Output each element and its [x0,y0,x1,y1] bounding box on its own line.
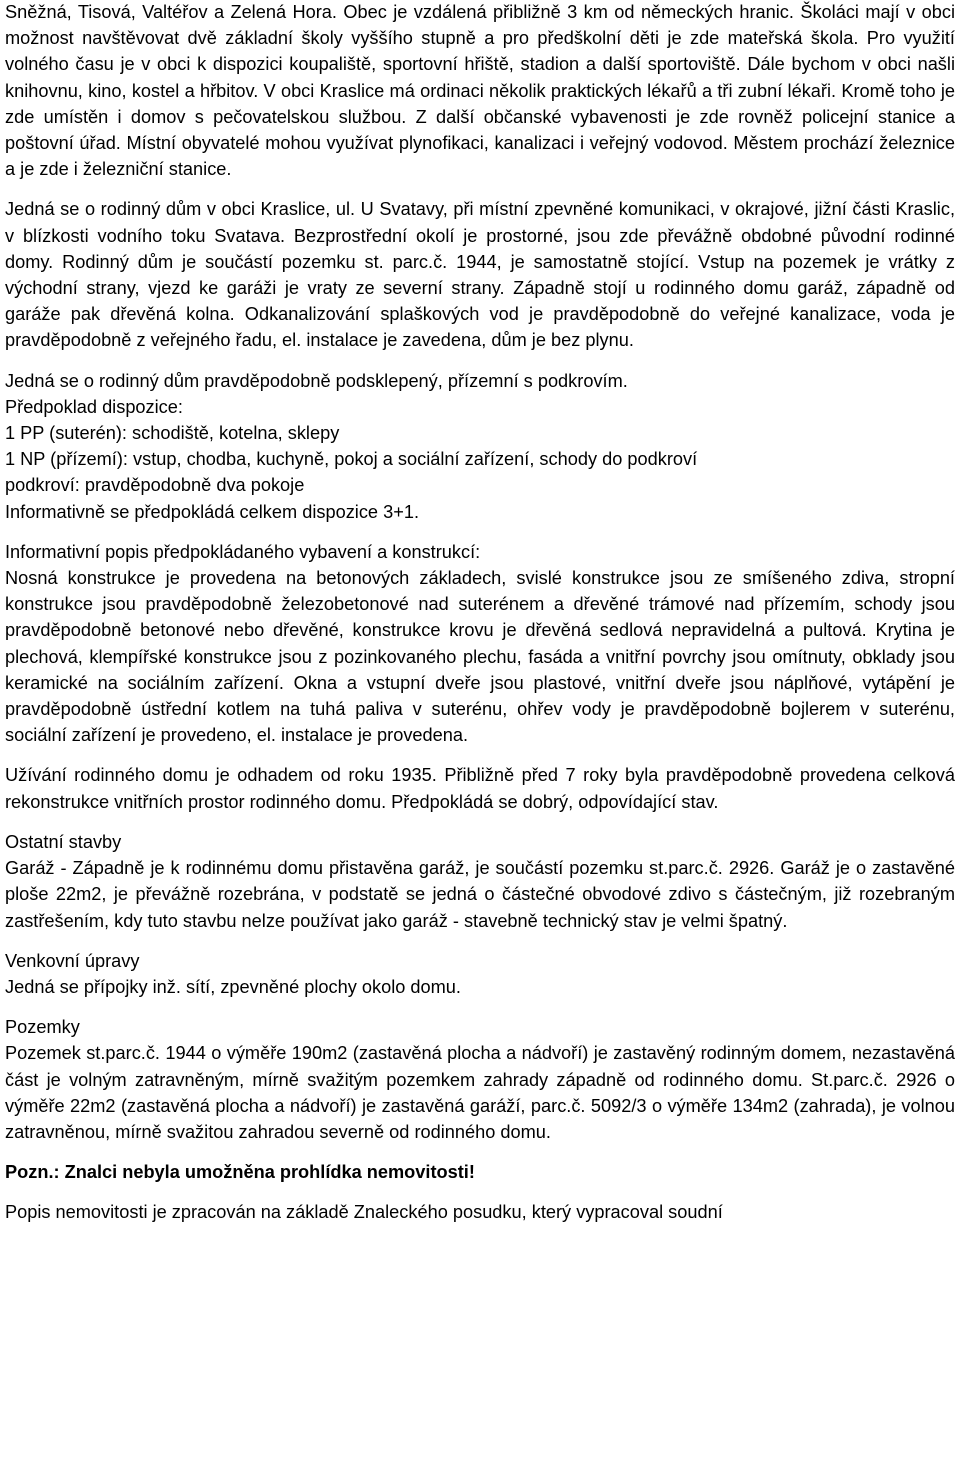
construction-heading: Informativní popis předpokládaného vybavení a konstrukcí: [5,541,481,562]
outdoor-text: Jedná se přípojky inž. sítí, zpevněné plochy okolo domu. [5,976,461,997]
land-heading: Pozemky [5,1017,80,1038]
usage-paragraph: Užívání rodinného domu je odhadem od roku 1935. Přibližně před 7 roky byla pravděpodobně provedena celková rekonstrukce vnitřních prostor rodinného domu. Předpokládá se dobrý, odpovídající stav. [5,765,955,812]
layout-paragraph [5,368,955,525]
land-paragraph [5,1014,955,1145]
closing-paragraph: Popis nemovitosti je zpracován na základě Znaleckého posudku, který vypracoval soudní [5,1202,723,1223]
layout-line: Informativně se předpokládá celkem dispozice 3+1. [5,501,419,522]
other-buildings-paragraph [5,829,955,934]
other-buildings-text: Garáž - Západně je k rodinnému domu přistavěna garáž, je součástí pozemku st.parc.č. 2926. Garáž je o zastavěné ploše 22m2, je převážně rozebrána, v podstatě se jedná o částečné obvodové zdivo s částečným, již rozebraným zastřešením, kdy tuto stavbu nelze používat jako garáž - stavebně technický stav je velmi špatný. [5,858,955,931]
construction-paragraph [5,539,955,749]
outdoor-heading: Venkovní úpravy [5,950,140,971]
land-text: Pozemek st.parc.č. 1944 o výměře 190m2 (zastavěná plocha a nádvoří) je zastavěný rodinným domem, nezastavěná část je volným zatravněným, mírně svažitým pozemkem zahrady západně od rodinného domu. St.parc.č. 2926 o výměře 22m2 (zastavěná plocha a nádvoří) je zastavěná garáží, parc.č. 5092/3 o výměře 134m2 (zahrada), je volnou zatravněnou, mírně svažitou zahradou severně od rodinného domu. [5,1043,955,1142]
layout-line: podkroví: pravděpodobně dva pokoje [5,475,305,496]
layout-line: Předpoklad dispozice: [5,396,183,417]
layout-line: Jedná se o rodinný dům pravděpodobně podsklepený, přízemní s podkrovím. [5,370,628,391]
layout-line: 1 NP (přízemí): vstup, chodba, kuchyně, pokoj a sociální zařízení, schody do podkroví [5,449,698,470]
construction-text: Nosná konstrukce je provedena na betonových základech, svislé konstrukce jsou ze smíšeného zdiva, stropní konstrukce jsou pravděpodobně železobetonové nad suterénem a dřevěné trámové nad přízemím, schody jsou pravděpodobně betonové nebo dřevěné, konstrukce krovu je dřevěná sedlová nepravidelná a pultová. Krytina je plechová, klempířské konstrukce jsou z pozinkovaného plechu, fasáda a vnitřní povrchy jsou omítnuty, obklady jsou keramické na sociálním zařízení. Okna a vstupní dveře jsou plastové, vnitřní dveře jsou náplňové, vytápění je pravděpodobně ústřední kotlem na tuhá paliva v suterénu, ohřev vody je pravděpodobně bojlerem v suterénu, sociální zařízení je provedeno, el. instalace je provedena. [5,568,955,746]
outdoor-paragraph [5,948,955,1000]
layout-line: 1 PP (suterén): schodiště, kotelna, sklepy [5,423,340,444]
note-paragraph: Pozn.: Znalci nebyla umožněna prohlídka nemovitosti! [5,1162,475,1183]
location-paragraph: Jedná se o rodinný dům v obci Kraslice, ul. U Svatavy, při místní zpevněné komunikaci, v okrajové, jižní části Kraslic, v blízkosti vodního toku Svatava. Bezprostřední okolí je prostorné, jsou zde převážně obdobné původní rodinné domy. Rodinný dům je součástí pozemku st. parc.č. 1944, je samostatně stojící. Vstup na pozemek je vrátky z východní strany, vjezd ke garáži je vraty ze severní strany. Západně stojí u rodinného domu garáž, západně od garáže pak dřevěná kolna. Odkanalizování splaškových vod je pravděpodobně do veřejné kanalizace, voda je pravděpodobně z veřejného řadu, el. instalace je zavedena, dům je bez plynu. [5,199,955,351]
intro-paragraph: Sněžná, Tisová, Valtéřov a Zelená Hora. Obec je vzdálená přibližně 3 km od německých hranic. Školáci mají v obci možnost navštěvovat dvě základní školy vyššího stupně a pro předškolní děti je zde mateřská škola. Pro využití volného času je v obci k dispozici koupaliště, sportovní hřiště, stadion a další sportoviště. Dále bychom v obci našli knihovnu, kino, kostel a hřbitov. V obci Kraslice má ordinaci několik praktických lékařů a tři zubní lékaři. Kromě toho je zde umístěn i domov s pečovatelskou službou. Z další občanské vybavenosti je zde rovněž policejní stanice a poštovní úřad. Místní obyvatelé mohou využívat plynofikaci, kanalizaci i veřejný vodovod. Městem prochází železnice a je zde i železniční stanice. [5,2,955,180]
document-page [5,0,955,1240]
other-buildings-heading: Ostatní stavby [5,831,122,852]
